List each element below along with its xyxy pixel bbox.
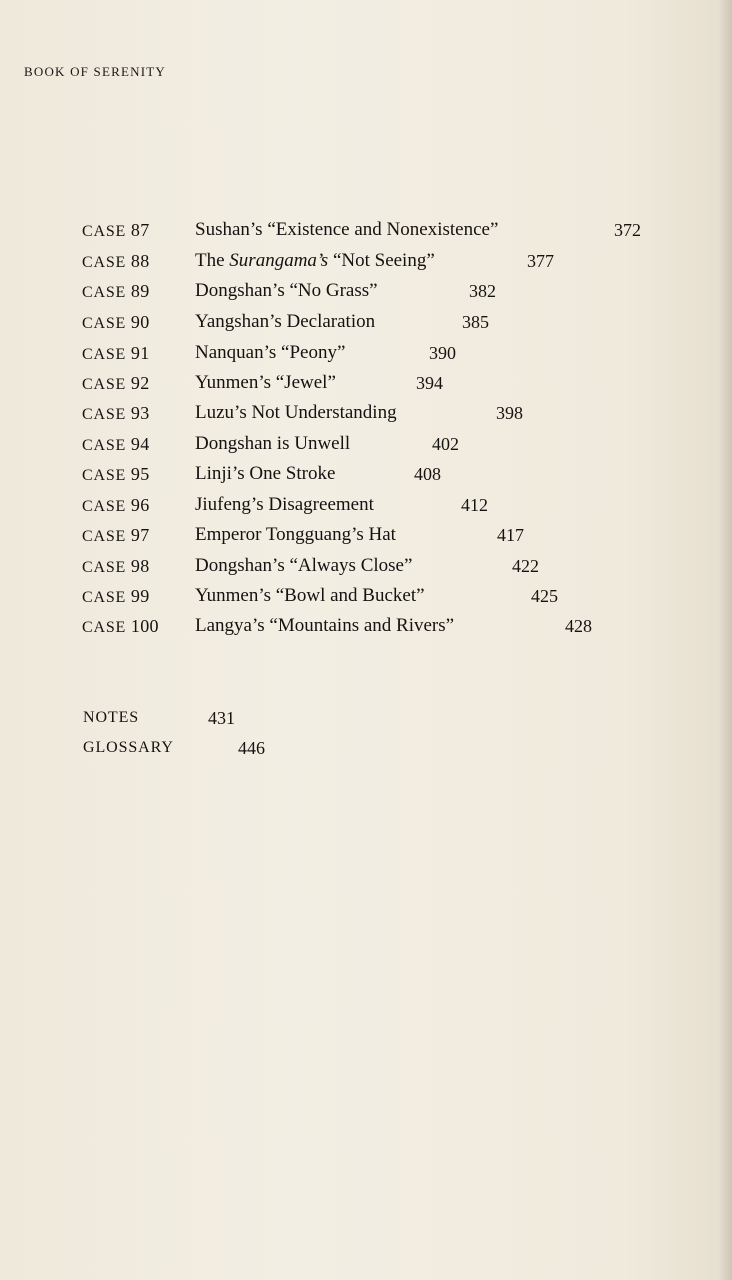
case-number: 89 [130, 281, 150, 301]
entry-title-text: Yangshan’s Declaration [195, 311, 376, 332]
entry-page-number: 398 [496, 403, 523, 423]
case-label [82, 247, 150, 277]
case-label [82, 460, 150, 490]
entry-title-text: Sushan’s “Existence and Nonexistence” [195, 219, 499, 240]
case-word: CASE [82, 284, 127, 301]
case-word: CASE [82, 528, 127, 545]
entry-page-number: 402 [432, 434, 459, 454]
case-word: CASE [82, 223, 127, 240]
case-label [82, 339, 150, 369]
entry-title [195, 491, 374, 519]
entry-page-number: 377 [527, 251, 554, 271]
case-number: 90 [130, 312, 150, 332]
entry-title [195, 308, 375, 336]
entry-page-number: 408 [414, 464, 441, 484]
page-edge-shadow [718, 0, 732, 1280]
back-matter-label: NOTES [83, 709, 140, 726]
entry-title [195, 369, 336, 397]
case-number: 100 [130, 616, 159, 636]
entry-title-text: Dongshan’s “No Grass” [195, 280, 378, 301]
entry-title-text: Yunmen’s “Bowl and Bucket” [195, 585, 425, 606]
case-word: CASE [82, 376, 127, 393]
entry-title [195, 216, 498, 244]
case-number: 88 [130, 251, 150, 271]
case-number: 97 [130, 525, 150, 545]
entry-title [195, 582, 425, 610]
case-number: 96 [130, 495, 150, 515]
case-label [82, 430, 150, 460]
entry-title [195, 460, 335, 488]
entry-title-text: Yunmen’s “Jewel” [195, 372, 336, 393]
case-word: CASE [82, 559, 127, 576]
case-word: CASE [82, 406, 127, 423]
entry-title [195, 399, 397, 427]
entry-page-number: 412 [461, 495, 488, 515]
case-label [82, 521, 150, 551]
case-label [82, 552, 150, 582]
entry-page-number: 446 [238, 738, 265, 758]
entry-page-number: 431 [208, 708, 235, 728]
entry-title-text: Dongshan is Unwell [195, 433, 351, 454]
entry-page-number: 390 [429, 343, 456, 363]
case-number: 94 [130, 434, 150, 454]
case-label [82, 277, 150, 307]
entry-title [195, 339, 345, 367]
entry-page-number: 385 [462, 312, 489, 332]
case-number: 99 [130, 586, 150, 606]
entry-title [195, 247, 435, 275]
entry-title [195, 612, 454, 640]
case-word: CASE [82, 589, 127, 606]
case-word: CASE [82, 437, 127, 454]
entry-page-number: 425 [531, 586, 558, 606]
entry-title [195, 277, 378, 305]
case-label [82, 369, 150, 399]
case-word: CASE [82, 498, 127, 515]
case-number: 87 [130, 220, 150, 240]
case-number: 91 [130, 343, 150, 363]
entry-title-italic: Surangama’s [229, 250, 329, 271]
case-label [82, 308, 150, 338]
back-matter-label: GLOSSARY [83, 739, 174, 756]
entry-title-text: Linji’s One Stroke [195, 463, 336, 484]
entry-title-text: The [195, 250, 230, 271]
entry-page-number: 422 [512, 556, 539, 576]
entry-title-text: Dongshan’s “Always Close” [195, 555, 413, 576]
entry-title [195, 521, 396, 549]
case-word: CASE [82, 254, 127, 271]
case-label [82, 612, 159, 642]
case-word: CASE [82, 467, 127, 484]
running-head: BOOK OF SERENITY [24, 64, 166, 79]
entry-page-number: 382 [469, 281, 496, 301]
entry-title-text: Langya’s “Mountains and Rivers” [195, 615, 455, 636]
entry-title-text: Jiufeng’s Disagreement [195, 494, 374, 515]
entry-page-number: 417 [497, 525, 524, 545]
case-number: 95 [130, 464, 150, 484]
entry-page-number: 428 [565, 616, 592, 636]
entry-title-text: Nanquan’s “Peony” [195, 342, 346, 363]
case-label [82, 216, 150, 246]
entry-title [195, 430, 350, 458]
entry-title-text: Luzu’s Not Understanding [195, 402, 397, 423]
entry-title-text: Emperor Tongguang’s Hat [195, 524, 396, 545]
case-number: 93 [130, 403, 150, 423]
entry-title [195, 552, 412, 580]
case-label [82, 399, 150, 429]
case-number: 92 [130, 373, 150, 393]
entry-page-number: 394 [416, 373, 443, 393]
case-word: CASE [82, 619, 127, 636]
entry-title-text-end: “Not Seeing” [328, 250, 435, 271]
case-word: CASE [82, 346, 127, 363]
case-label [82, 582, 150, 612]
case-word: CASE [82, 315, 127, 332]
case-label [82, 491, 150, 521]
case-number: 98 [130, 556, 150, 576]
entry-page-number: 372 [614, 220, 641, 240]
